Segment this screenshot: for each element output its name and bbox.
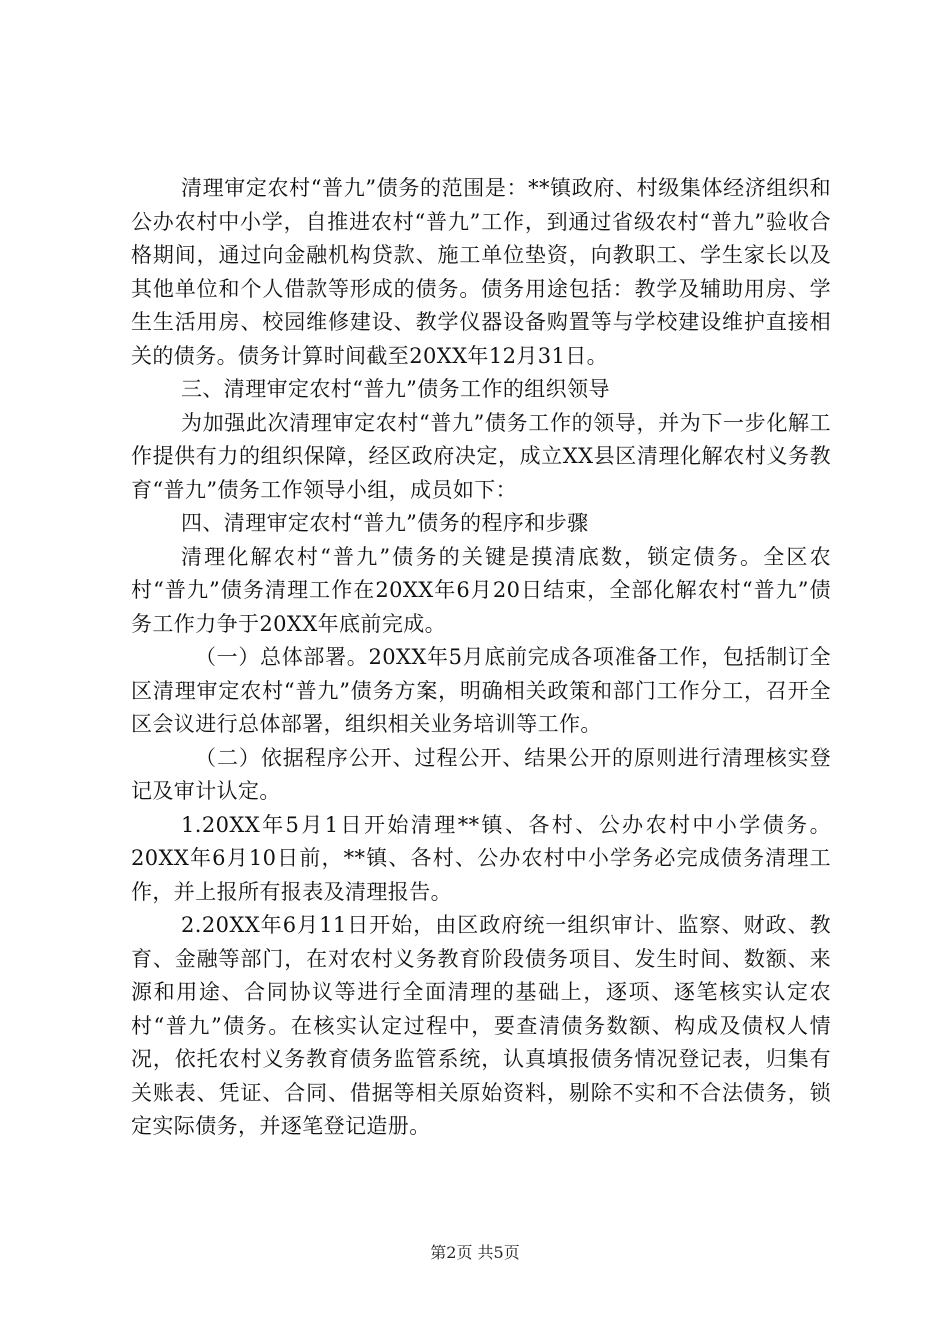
paragraph-principles: （二）依据程序公开、过程公开、结果公开的原则进行清理核实登记及审计认定。 <box>131 745 831 803</box>
page-footer: 第2页 共5页 <box>430 1243 520 1262</box>
paragraph-step-1: 1.20XX年5月1日开始清理**镇、各村、公办农村中小学债务。20XX年6月10日前，**镇、各村、公办农村中小学务必完成债务清理工作，并上报所有报表及清理报告。 <box>131 812 831 904</box>
document-body <box>131 172 831 1144</box>
paragraph-key: 清理化解农村“普九”债务的关键是摸清底数，锁定债务。全区农村“普九”债务清理工作在20XX年6月20日结束，全部化解农村“普九”债务工作力争于20XX年底前完成。 <box>131 544 831 636</box>
heading-section-3: 三、清理审定农村“普九”债务工作的组织领导 <box>181 377 610 401</box>
paragraph-step-2: 2.20XX年6月11日开始，由区政府统一组织审计、监察、财政、教育、金融等部门，在对农村义务教育阶段债务项目、发生时间、数额、来源和用途、合同协议等进行全面清理的基础上，逐项、逐笔核实认定农村“普九”债务。在核实认定过程中，要查清债务数额、构成及债权人情况，依托农村义务教育债务监管系统，认真填报债务情况登记表，归集有关账表、凭证、合同、借据等相关原始资料，剔除不实和不合法债务，锁定实际债务，并逐笔登记造册。 <box>131 913 831 1138</box>
heading-section-4: 四、清理审定农村“普九”债务的程序和步骤 <box>181 511 589 535</box>
paragraph-overall-deployment: （一）总体部署。20XX年5月底前完成各项准备工作，包括制订全区清理审定农村“普九”债务方案，明确相关政策和部门工作分工，召开全区会议进行总体部署，组织相关业务培训等工作。 <box>131 645 831 736</box>
paragraph-leadership: 为加强此次清理审定农村“普九”债务工作的领导，并为下一步化解工作提供有力的组织保障，经区政府决定，成立XX县区清理化解农村义务教育“普九”债务工作领导小组，成员如下： <box>131 410 831 502</box>
paragraph-scope: 清理审定农村“普九”债务的范围是：**镇政府、村级集体经济组织和公办农村中小学，自推进农村“普九”工作，到通过省级农村“普九”验收合格期间，通过向金融机构贷款、施工单位垫资，向教职工、学生家长以及其他单位和个人借款等形成的债务。债务用途包括：教学及辅助用房、学生生活用房、校园维修建设、教学仪器设备购置等与学校建设维护直接相关的债务。债务计算时间截至20XX年12月31日。 <box>131 176 831 368</box>
